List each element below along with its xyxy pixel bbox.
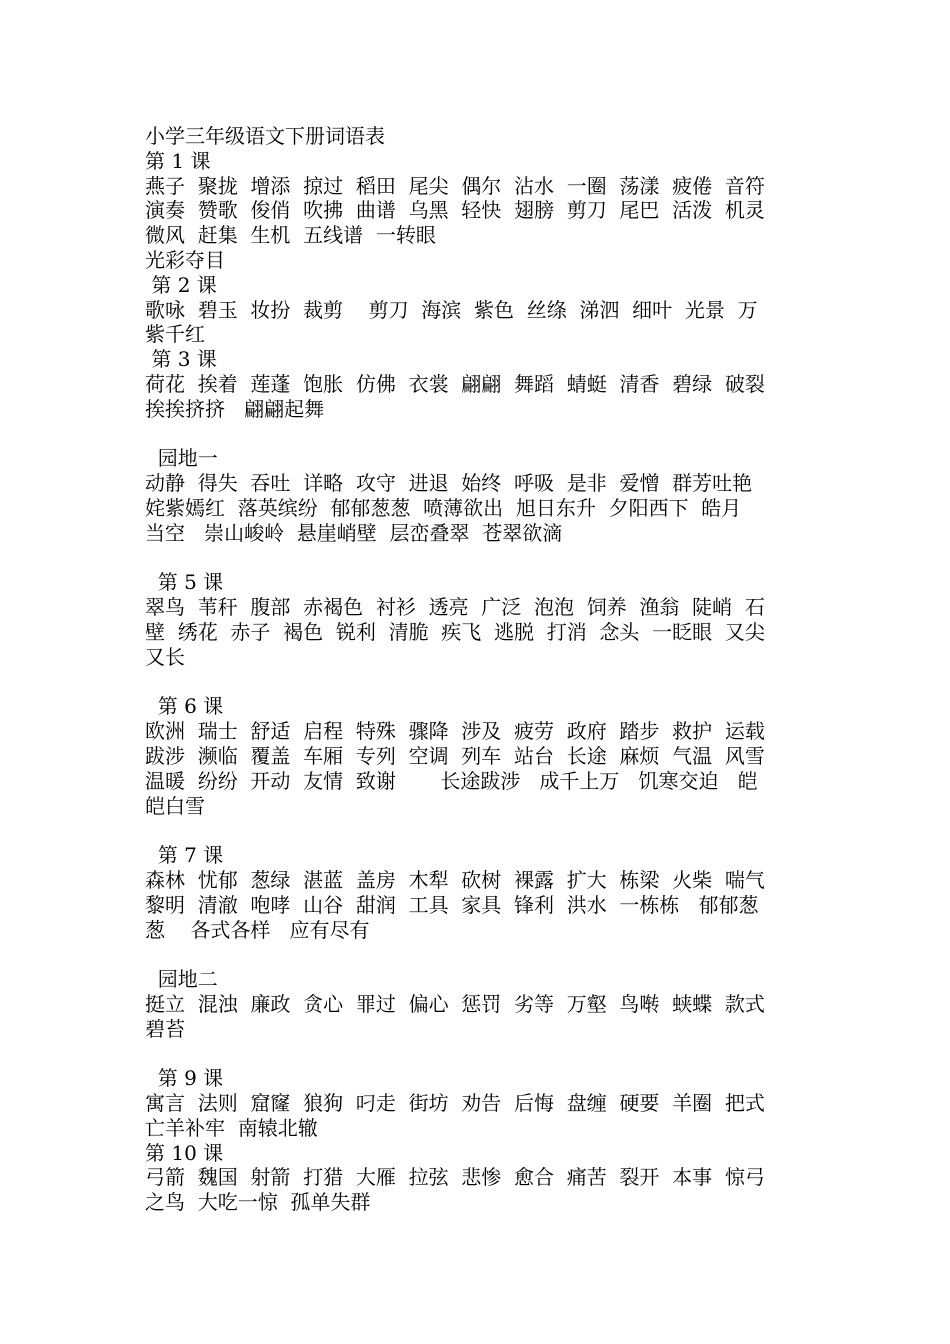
word-line: 挺立 混浊 廉政 贪心 罪过 偏心 惩罚 劣等 万壑 鸟啭 蛱蝶 款式 <box>145 991 765 1016</box>
word-line: 跋涉 濒临 覆盖 车厢 专列 空调 列车 站台 长途 麻烦 气温 风雪 <box>145 743 765 768</box>
word-line: 温暖 纷纷 开动 友情 致谢 长途跋涉 成千上万 饥寒交迫 皑 <box>145 768 758 793</box>
document-title: 小学三年级语文下册词语表 <box>145 124 385 148</box>
word-line: 亡羊补牢 南辕北辙 <box>145 1115 318 1140</box>
blank-line <box>145 670 817 695</box>
word-line: 弓箭 魏国 射箭 打猎 大雁 拉弦 悲惨 愈合 痛苦 裂开 本事 惊弓 <box>145 1165 765 1190</box>
word-line: 葱 各式各样 应有尽有 <box>145 917 370 942</box>
section-heading: 园地一 <box>145 446 218 471</box>
word-line: 森林 忧郁 葱绿 湛蓝 盖房 木犁 砍树 裸露 扩大 栋梁 火柴 喘气 <box>145 867 765 892</box>
blank-line <box>145 942 817 967</box>
section-heading: 第 10 课 <box>145 1140 224 1165</box>
section-heading: 第 6 课 <box>145 694 224 719</box>
word-line: 荷花 挨着 莲蓬 饱胀 仿佛 衣裳 翩翩 舞蹈 蜻蜓 清香 碧绿 破裂 <box>145 371 765 396</box>
word-line: 欧洲 瑞士 舒适 启程 特殊 骤降 涉及 疲劳 政府 踏步 救护 运载 <box>145 719 765 744</box>
word-line: 碧苔 <box>145 1016 185 1041</box>
blank-line <box>145 546 817 571</box>
word-line: 翠鸟 苇秆 腹部 赤褐色 衬衫 透亮 广泛 泡泡 饲养 渔翁 陡峭 石 <box>145 595 765 620</box>
word-line: 动静 得失 吞吐 详略 攻守 进退 始终 呼吸 是非 爱憎 群芳吐艳 <box>145 471 753 496</box>
word-line: 皑白雪 <box>145 793 205 818</box>
word-line: 演奏 赞歌 俊俏 吹拂 曲谱 乌黑 轻快 翅膀 剪刀 尾巴 活泼 机灵 <box>145 198 765 223</box>
word-line: 光彩夺目 <box>145 247 225 272</box>
word-line: 歌咏 碧玉 妆扮 裁剪 剪刀 海滨 紫色 丝绦 涕泗 细叶 光景 万 <box>145 297 758 322</box>
word-line: 又长 <box>145 644 185 669</box>
section-heading: 园地二 <box>145 967 218 992</box>
word-line: 燕子 聚拢 增添 掠过 稻田 尾尖 偶尔 沾水 一圈 荡漾 疲倦 音符 <box>145 173 765 198</box>
section-heading: 第 9 课 <box>145 1066 224 1091</box>
word-line: 之鸟 大吃一惊 孤单失群 <box>145 1190 371 1215</box>
word-line: 微风 赶集 生机 五线谱 一转眼 <box>145 223 436 248</box>
word-line: 寓言 法则 窟窿 狼狗 叼走 街坊 劝告 后悔 盘缠 硬要 羊圈 把式 <box>145 1091 765 1116</box>
blank-line <box>145 1041 817 1066</box>
section-heading: 第 7 课 <box>145 843 224 868</box>
section-heading: 第 1 课 <box>145 148 211 173</box>
word-line: 姹紫嫣红 落英缤纷 郁郁葱葱 喷薄欲出 旭日东升 夕阳西下 皓月 <box>145 495 742 520</box>
section-heading: 第 2 课 <box>145 272 217 297</box>
word-line: 壁 绣花 赤子 褐色 锐利 清脆 疾飞 逃脱 打消 念头 一眨眼 又尖 <box>145 619 765 644</box>
section-heading: 第 5 课 <box>145 570 224 595</box>
word-line: 黎明 清澈 咆哮 山谷 甜润 工具 家具 锋利 洪水 一栋栋 郁郁葱 <box>145 892 759 917</box>
word-line: 当空 崇山峻岭 悬崖峭壁 层峦叠翠 苍翠欲滴 <box>145 520 563 545</box>
blank-line <box>145 422 817 447</box>
word-line: 紫千红 <box>145 322 205 347</box>
document-page <box>145 124 817 1215</box>
blank-line <box>145 818 817 843</box>
word-line: 挨挨挤挤 翩翩起舞 <box>145 396 325 421</box>
section-heading: 第 3 课 <box>145 347 217 372</box>
